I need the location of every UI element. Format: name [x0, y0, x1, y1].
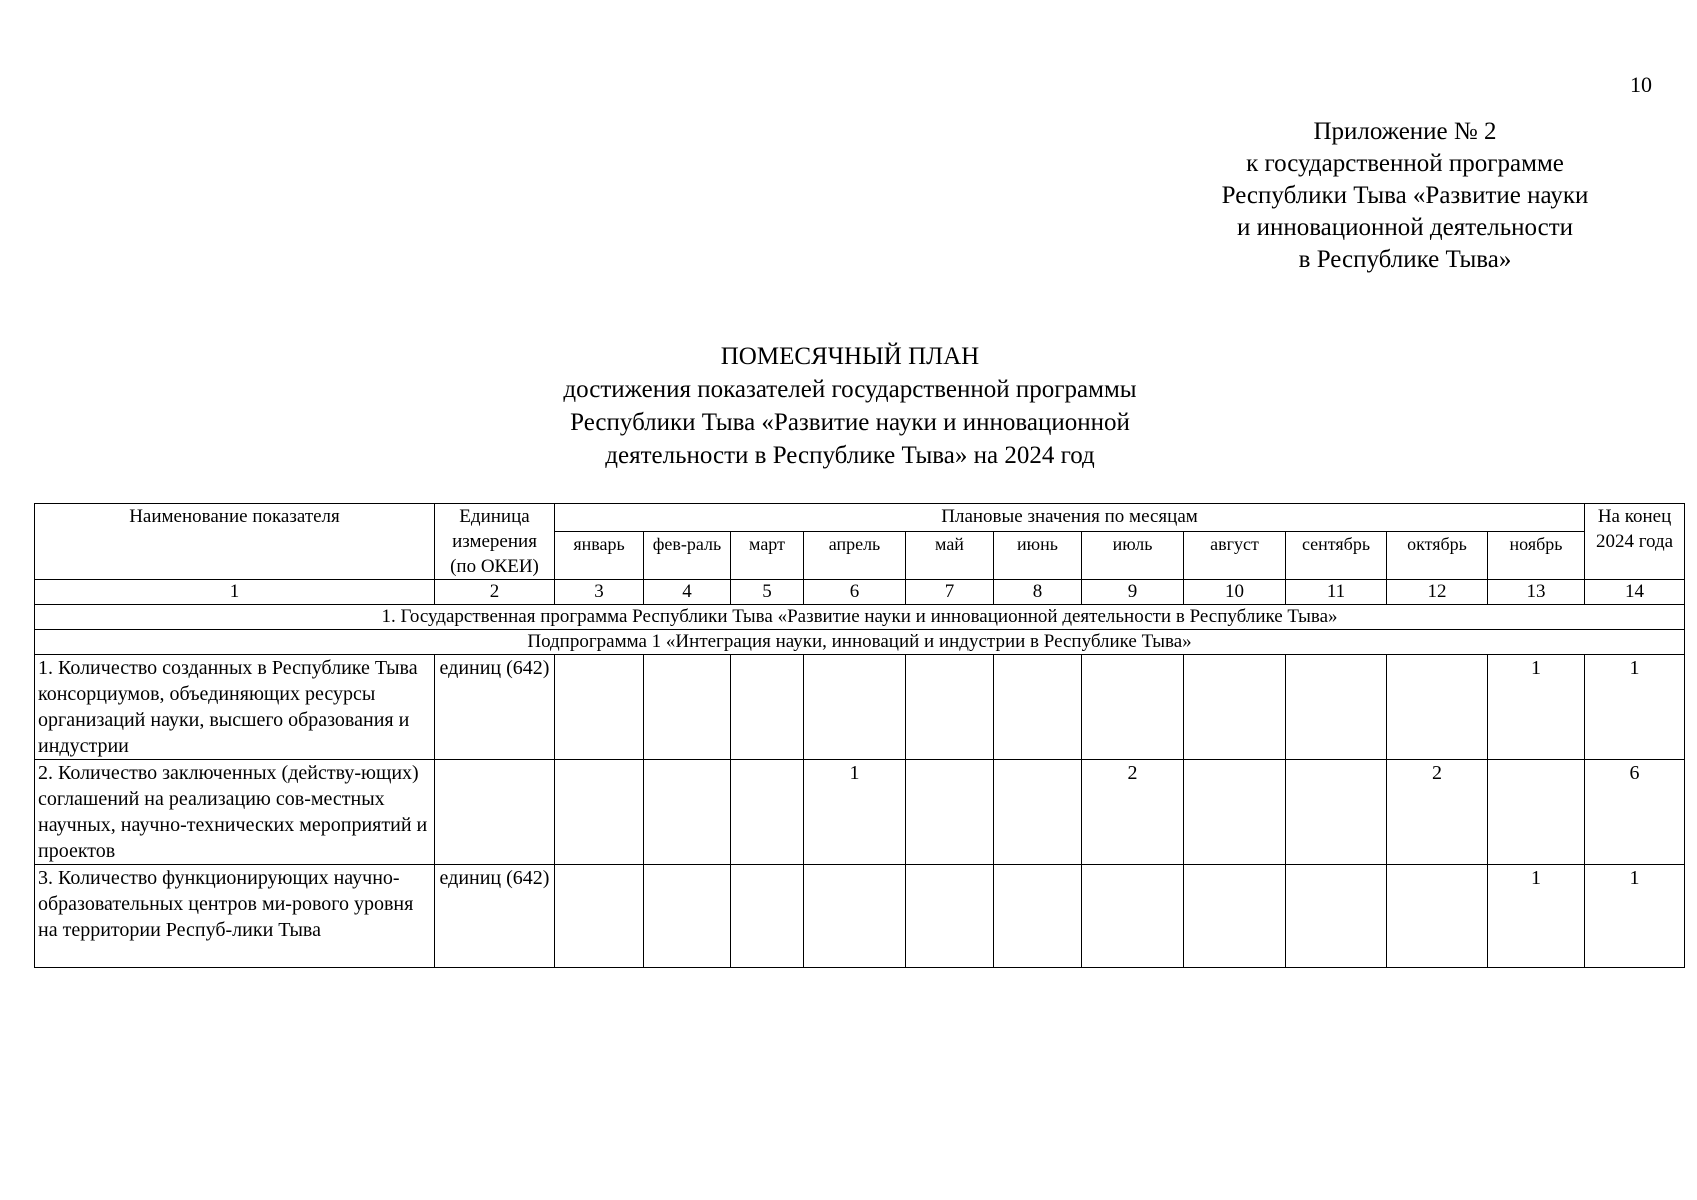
column-number: 10 [1184, 580, 1286, 605]
table-row [35, 760, 1685, 865]
indicator-name: 2. Количество заключенных (действу-ющих) соглашений на реализацию сов-местных научных, научно-технических мероприятий и проектов [35, 760, 435, 865]
column-number: 3 [555, 580, 644, 605]
month-value [1488, 760, 1585, 865]
column-number: 6 [804, 580, 906, 605]
month-value [804, 865, 906, 968]
column-number: 11 [1286, 580, 1387, 605]
month-value [1184, 655, 1286, 760]
month-value: 2 [1082, 760, 1184, 865]
month-value [1286, 865, 1387, 968]
plan-table [34, 503, 1685, 968]
header-planned-values: Плановые значения по месяцам [555, 504, 1585, 532]
appendix-line: Республики Тыва «Развитие науки [1221, 182, 1589, 209]
month-value [644, 865, 731, 968]
month-value [731, 760, 804, 865]
title-main: ПОМЕСЯЧНЫЙ ПЛАН [720, 343, 980, 370]
month-value [994, 865, 1082, 968]
column-number: 14 [1585, 580, 1685, 605]
header-year-end: На конец 2024 года [1585, 504, 1685, 580]
header-month: август [1184, 532, 1286, 580]
title-line: деятельности в Республике Тыва» на 2024 год [605, 442, 1095, 469]
month-value [731, 655, 804, 760]
month-value: 1 [804, 760, 906, 865]
indicator-name: 1. Количество созданных в Республике Тыва консорциумов, объединяющих ресурсы организаций науки, высшего образования и индустрии [35, 655, 435, 760]
month-value [555, 865, 644, 968]
header-month: январь [555, 532, 644, 580]
indicator-unit [435, 760, 555, 865]
header-month: июль [1082, 532, 1184, 580]
title-line: достижения показателей государственной программы [563, 376, 1137, 403]
month-value [731, 865, 804, 968]
month-value [1387, 865, 1488, 968]
column-number: 2 [435, 580, 555, 605]
program-row [35, 605, 1685, 630]
month-value [906, 760, 994, 865]
column-number: 8 [994, 580, 1082, 605]
subprogram-row [35, 630, 1685, 655]
appendix-line: к государственной программе [1246, 150, 1564, 177]
month-value [804, 655, 906, 760]
column-number-row [35, 580, 1685, 605]
month-value [1184, 760, 1286, 865]
month-value [906, 655, 994, 760]
column-number: 5 [731, 580, 804, 605]
header-month: фев-раль [644, 532, 731, 580]
page-number: 10 [1630, 72, 1652, 97]
header-unit: Единица измерения (по ОКЕИ) [435, 504, 555, 580]
month-value [1082, 865, 1184, 968]
month-value [994, 760, 1082, 865]
month-value [644, 655, 731, 760]
indicator-name: 3. Количество функционирующих научно-образовательных центров ми-рового уровня на территории Респуб-лики Тыва [35, 865, 435, 968]
table-row [35, 865, 1685, 968]
month-value [555, 760, 644, 865]
header-indicator-name: Наименование показателя [35, 504, 435, 580]
month-value [555, 655, 644, 760]
header-month: октябрь [1387, 532, 1488, 580]
month-value: 1 [1488, 865, 1585, 968]
month-value [1184, 865, 1286, 968]
header-month: ноябрь [1488, 532, 1585, 580]
header-month: июнь [994, 532, 1082, 580]
year-end-value: 1 [1585, 655, 1685, 760]
month-value: 1 [1488, 655, 1585, 760]
month-value [906, 865, 994, 968]
month-value: 2 [1387, 760, 1488, 865]
appendix-heading [1205, 116, 1605, 276]
table-row [35, 655, 1685, 760]
appendix-line: и инновационной деятельности [1236, 214, 1574, 241]
header-month: май [906, 532, 994, 580]
subprogram-title: Подпрограмма 1 «Интеграция науки, инноваций и индустрии в Республике Тыва» [35, 630, 1685, 655]
month-value [1387, 655, 1488, 760]
header-month: апрель [804, 532, 906, 580]
column-number: 7 [906, 580, 994, 605]
indicator-unit: единиц (642) [435, 865, 555, 968]
header-month: сентябрь [1286, 532, 1387, 580]
column-number: 1 [35, 580, 435, 605]
month-value [994, 655, 1082, 760]
appendix-line: в Республике Тыва» [1298, 246, 1512, 273]
month-value [1082, 655, 1184, 760]
indicator-unit: единиц (642) [435, 655, 555, 760]
title-line: Республики Тыва «Развитие науки и инновационной [570, 409, 1130, 436]
appendix-line: Приложение № 2 [1313, 118, 1497, 145]
month-value [1286, 655, 1387, 760]
year-end-value: 6 [1585, 760, 1685, 865]
document-title [400, 340, 1300, 472]
column-number: 9 [1082, 580, 1184, 605]
column-number: 12 [1387, 580, 1488, 605]
header-month: март [731, 532, 804, 580]
month-value [644, 760, 731, 865]
month-value [1286, 760, 1387, 865]
column-number: 13 [1488, 580, 1585, 605]
year-end-value: 1 [1585, 865, 1685, 968]
column-number: 4 [644, 580, 731, 605]
program-title: 1. Государственная программа Республики Тыва «Развитие науки и инновационной деятельности в Республике Тыва» [35, 605, 1685, 630]
